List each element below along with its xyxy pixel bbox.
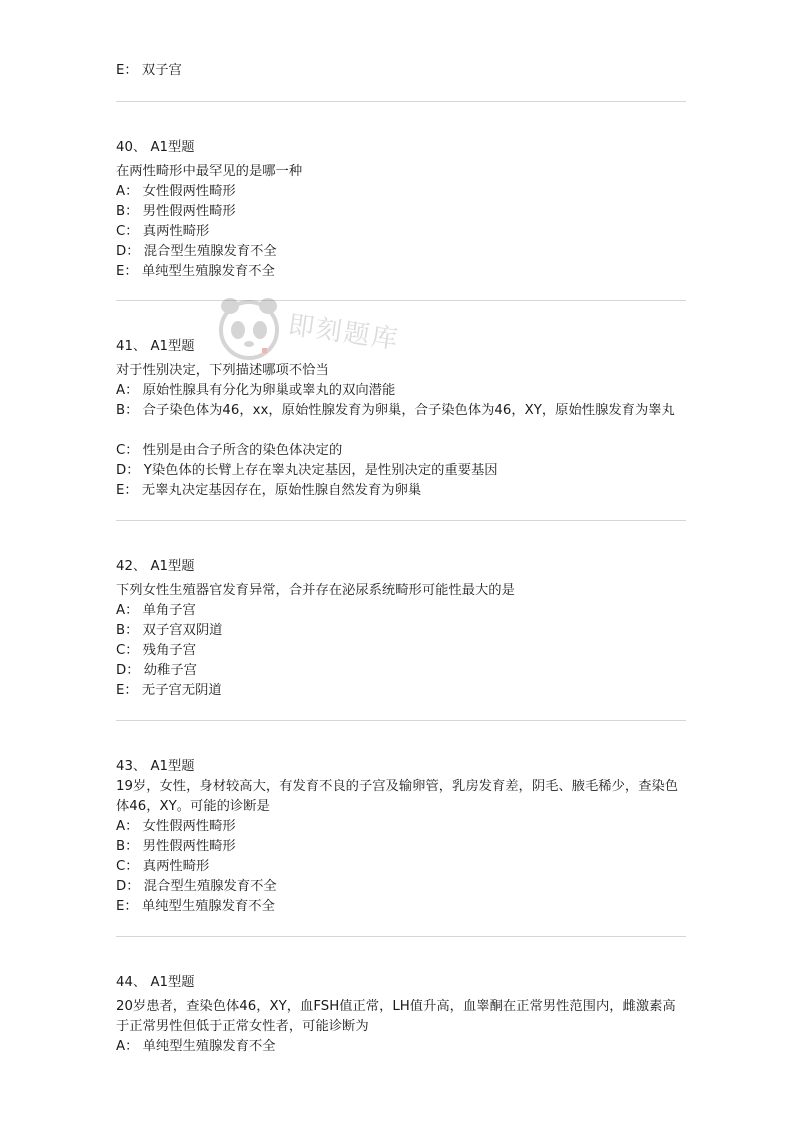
- option-b: B： 合子染色体为46，xx，原始性腺发育为卵巢，合子染色体为46，XY，原始性腺发育为睾丸: [116, 403, 675, 418]
- question-header: 40、 A1型题: [116, 140, 195, 155]
- question-stem: 20岁患者，查染色体46，XY，血FSH值正常，LH值升高，血睾酮在正常男性范围内，雌激素高于正常男性但低于正常女性者，可能诊断为: [116, 999, 676, 1034]
- option-b: B： 双子宫双阴道: [116, 623, 223, 638]
- option-d: D： 混合型生殖腺发育不全: [116, 244, 277, 259]
- divider: [116, 720, 686, 721]
- watermark-text: 即刻题库: [286, 310, 402, 356]
- option-a: A： 单纯型生殖腺发育不全: [116, 1039, 276, 1054]
- option-c: C： 真两性畸形: [116, 859, 210, 874]
- option-b: B： 男性假两性畸形: [116, 204, 236, 219]
- option-a: A： 原始性腺具有分化为卵巢或睾丸的双向潜能: [116, 383, 396, 398]
- option-c: C： 真两性畸形: [116, 224, 210, 239]
- option-e: E： 无子宫无阴道: [116, 683, 222, 698]
- option-d: D： Y染色体的长臂上存在睾丸决定基因，是性别决定的重要基因: [116, 463, 498, 478]
- option-e: E： 单纯型生殖腺发育不全: [116, 899, 275, 914]
- divider: [116, 520, 686, 521]
- question-stem: 在两性畸形中最罕见的是哪一种: [116, 164, 303, 179]
- question-header: 44、 A1型题: [116, 975, 195, 990]
- option-c: C： 残角子宫: [116, 643, 196, 658]
- option-a: A： 女性假两性畸形: [116, 184, 236, 199]
- question-header: 43、 A1型题: [116, 759, 195, 774]
- option-c: C： 性别是由合子所含的染色体决定的: [116, 443, 343, 458]
- question-stem: 对于性别决定，下列描述哪项不恰当: [116, 363, 329, 378]
- option-e: E： 单纯型生殖腺发育不全: [116, 264, 275, 279]
- panda-logo-icon: [214, 290, 284, 370]
- option-a: A： 单角子宫: [116, 603, 196, 618]
- q39-option-e: E： 双子宫: [116, 63, 182, 78]
- option-d: D： 混合型生殖腺发育不全: [116, 879, 277, 894]
- question-header: 41、 A1型题: [116, 339, 195, 354]
- divider: [116, 936, 686, 937]
- option-d: D： 幼稚子宫: [116, 663, 197, 678]
- question-stem: 下列女性生殖器官发育异常，合并存在泌尿系统畸形可能性最大的是: [116, 583, 515, 598]
- question-header: 42、 A1型题: [116, 559, 195, 574]
- option-a: A： 女性假两性畸形: [116, 819, 236, 834]
- question-stem: 19岁，女性，身材较高大，有发育不良的子宫及输卵管，乳房发育差，阴毛、腋毛稀少，查染色体46，XY。可能的诊断是: [116, 779, 679, 814]
- option-b: B： 男性假两性畸形: [116, 839, 236, 854]
- divider: [116, 300, 686, 301]
- divider: [116, 101, 686, 102]
- option-e: E： 无睾丸决定基因存在，原始性腺自然发育为卵巢: [116, 483, 422, 498]
